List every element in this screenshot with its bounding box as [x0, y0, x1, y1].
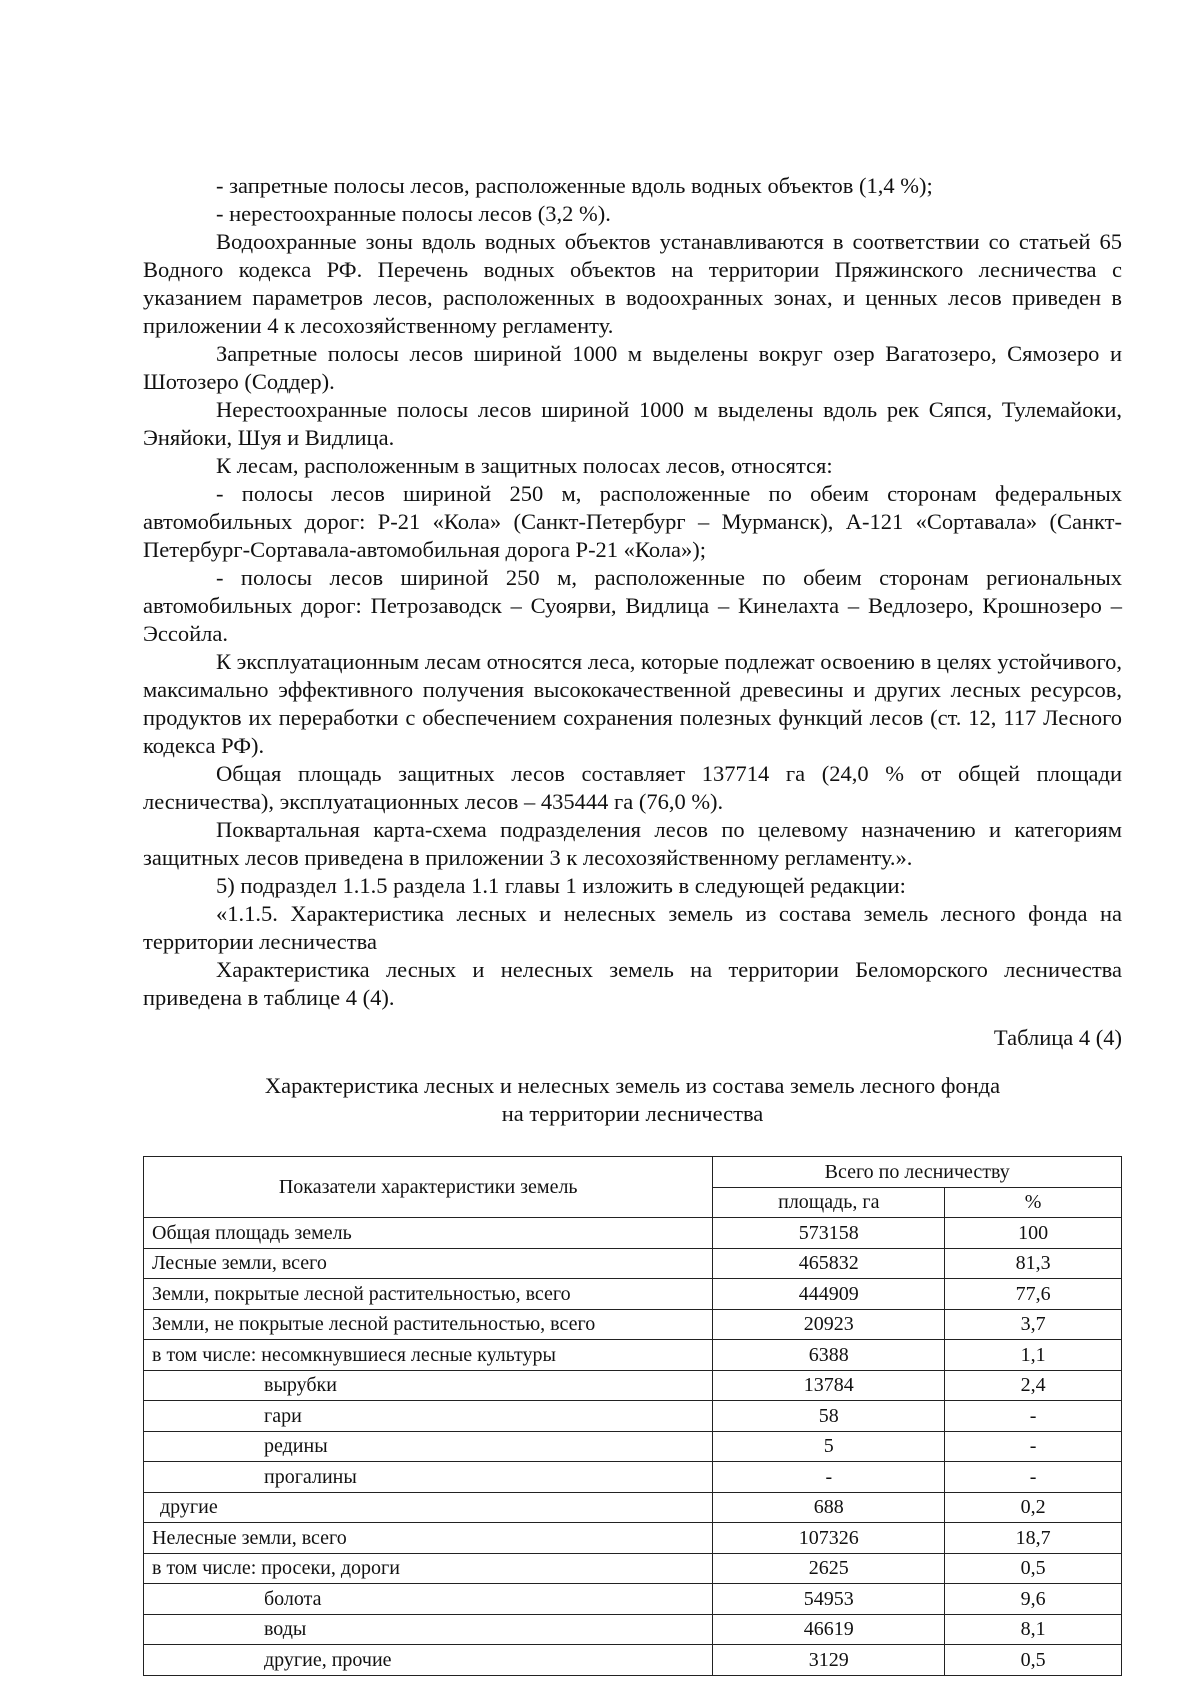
- row-percent: 0,5: [945, 1553, 1122, 1584]
- table-title: [143, 1072, 1122, 1128]
- row-percent: 81,3: [945, 1248, 1122, 1279]
- row-percent: 9,6: [945, 1584, 1122, 1615]
- paragraph-11: Поквартальная карта-схема подразделения лесов по целевому назначению и категориям защитных лесов приведена в приложении 3 к лесохозяйственному регламенту.».: [143, 817, 1122, 870]
- document-page: [143, 172, 1122, 1676]
- paragraph-9: К эксплуатационным лесам относятся леса, которые подлежат освоению в целях устойчивого, максимально эффективного получения высококачественной древесины и других лесных ресурсов, продуктов их переработки с обеспечением сохранения полезных функций лесов (ст. 12, 117 Лесного кодекса РФ).: [143, 649, 1122, 758]
- paragraph-14: Характеристика лесных и нелесных земель на территории Беломорского лесничества приведена в таблице 4 (4).: [143, 957, 1122, 1010]
- row-percent: -: [945, 1431, 1122, 1462]
- table-row: [144, 1279, 1122, 1310]
- row-area: -: [713, 1462, 945, 1493]
- row-label: вырубки: [144, 1370, 713, 1401]
- row-area: 573158: [713, 1218, 945, 1249]
- paragraph-4: Запретные полосы лесов шириной 1000 м выделены вокруг озер Вагатозеро, Сямозеро и Шотозеро (Соддер).: [143, 341, 1122, 394]
- row-percent: 1,1: [945, 1340, 1122, 1371]
- paragraph-13: «1.1.5. Характеристика лесных и нелесных земель из состава земель лесного фонда на территории лесничества: [143, 901, 1122, 954]
- table-row: [144, 1248, 1122, 1279]
- row-area: 2625: [713, 1553, 945, 1584]
- row-percent: 3,7: [945, 1309, 1122, 1340]
- row-percent: 100: [945, 1218, 1122, 1249]
- table-title-line-1: Характеристика лесных и нелесных земель из состава земель лесного фонда: [264, 1073, 1001, 1098]
- table-row: [144, 1370, 1122, 1401]
- table-row: [144, 1645, 1122, 1676]
- paragraph-3: Водоохранные зоны вдоль водных объектов устанавливаются в соответствии со статьей 65 Водного кодекса РФ. Перечень водных объектов на территории Пряжинского лесничества с указанием параметров лесов, расположенных в водоохранных зонах, и ценных лесов приведен в приложении 4 к лесохозяйственному регламенту.: [143, 229, 1122, 338]
- row-percent: -: [945, 1401, 1122, 1432]
- row-label: в том числе: просеки, дороги: [144, 1553, 713, 1584]
- row-area: 5: [713, 1431, 945, 1462]
- paragraph-7: - полосы лесов шириной 250 м, расположенные по обеим сторонам федеральных автомобильных дорог: Р-21 «Кола» (Санкт-Петербург – Мурманск), А-121 «Сортавала» (Санкт-Петербург-Сортавала-автомобильная дорога Р-21 «Кола»);: [143, 481, 1122, 562]
- table-header-row: [144, 1157, 1122, 1188]
- row-label: Земли, покрытые лесной растительностью, всего: [144, 1279, 713, 1310]
- row-label: Лесные земли, всего: [144, 1248, 713, 1279]
- paragraph-12: 5) подраздел 1.1.5 раздела 1.1 главы 1 изложить в следующей редакции:: [216, 873, 906, 898]
- table-row: [144, 1218, 1122, 1249]
- header-percent: %: [945, 1187, 1122, 1218]
- row-area: 58: [713, 1401, 945, 1432]
- row-area: 465832: [713, 1248, 945, 1279]
- paragraph-6: К лесам, расположенным в защитных полосах лесов, относятся:: [216, 453, 833, 478]
- row-area: 6388: [713, 1340, 945, 1371]
- header-area: площадь, га: [713, 1187, 945, 1218]
- paragraph-10: Общая площадь защитных лесов составляет 137714 га (24,0 % от общей площади лесничества), эксплуатационных лесов – 435444 га (76,0 %).: [143, 761, 1122, 814]
- row-label: Нелесные земли, всего: [144, 1523, 713, 1554]
- table-row: [144, 1584, 1122, 1615]
- header-indicator: Показатели характеристики земель: [144, 1157, 713, 1218]
- table-row: [144, 1614, 1122, 1645]
- row-label: редины: [144, 1431, 713, 1462]
- table-title-line-2: на территории лесничества: [501, 1101, 764, 1126]
- row-percent: 2,4: [945, 1370, 1122, 1401]
- table-row: [144, 1462, 1122, 1493]
- row-label: другие, прочие: [144, 1645, 713, 1676]
- table-row: [144, 1309, 1122, 1340]
- row-percent: 18,7: [945, 1523, 1122, 1554]
- table-row: [144, 1431, 1122, 1462]
- paragraph-5: Нерестоохранные полосы лесов шириной 1000 м выделены вдоль рек Сяпся, Тулемайоки, Эняйоки, Шуя и Видлица.: [143, 397, 1122, 450]
- row-area: 688: [713, 1492, 945, 1523]
- row-label: воды: [144, 1614, 713, 1645]
- header-total: Всего по лесничеству: [713, 1157, 1122, 1188]
- row-area: 13784: [713, 1370, 945, 1401]
- row-label: Общая площадь земель: [144, 1218, 713, 1249]
- row-label: прогалины: [144, 1462, 713, 1493]
- land-characteristics-table: [143, 1156, 1122, 1676]
- row-label: Земли, не покрытые лесной растительностью, всего: [144, 1309, 713, 1340]
- row-label: в том числе: несомкнувшиеся лесные культуры: [144, 1340, 713, 1371]
- row-percent: 0,5: [945, 1645, 1122, 1676]
- row-percent: 8,1: [945, 1614, 1122, 1645]
- row-area: 107326: [713, 1523, 945, 1554]
- row-area: 3129: [713, 1645, 945, 1676]
- table-row: [144, 1523, 1122, 1554]
- row-area: 54953: [713, 1584, 945, 1615]
- row-label: болота: [144, 1584, 713, 1615]
- table-row: [144, 1553, 1122, 1584]
- row-area: 46619: [713, 1614, 945, 1645]
- table-row: [144, 1340, 1122, 1371]
- row-label: гари: [144, 1401, 713, 1432]
- table-caption: Таблица 4 (4): [993, 1025, 1122, 1050]
- row-area: 20923: [713, 1309, 945, 1340]
- paragraph-1: - запретные полосы лесов, расположенные вдоль водных объектов (1,4 %);: [216, 173, 933, 198]
- paragraph-2: - нерестоохранные полосы лесов (3,2 %).: [216, 201, 611, 226]
- row-percent: 0,2: [945, 1492, 1122, 1523]
- table-row: [144, 1401, 1122, 1432]
- table-row: [144, 1492, 1122, 1523]
- paragraph-8: - полосы лесов шириной 250 м, расположенные по обеим сторонам региональных автомобильных дорог: Петрозаводск – Суоярви, Видлица – Кинелахта – Ведлозеро, Крошнозеро – Эссойла.: [143, 565, 1122, 646]
- row-percent: -: [945, 1462, 1122, 1493]
- row-percent: 77,6: [945, 1279, 1122, 1310]
- row-label: другие: [144, 1492, 713, 1523]
- row-area: 444909: [713, 1279, 945, 1310]
